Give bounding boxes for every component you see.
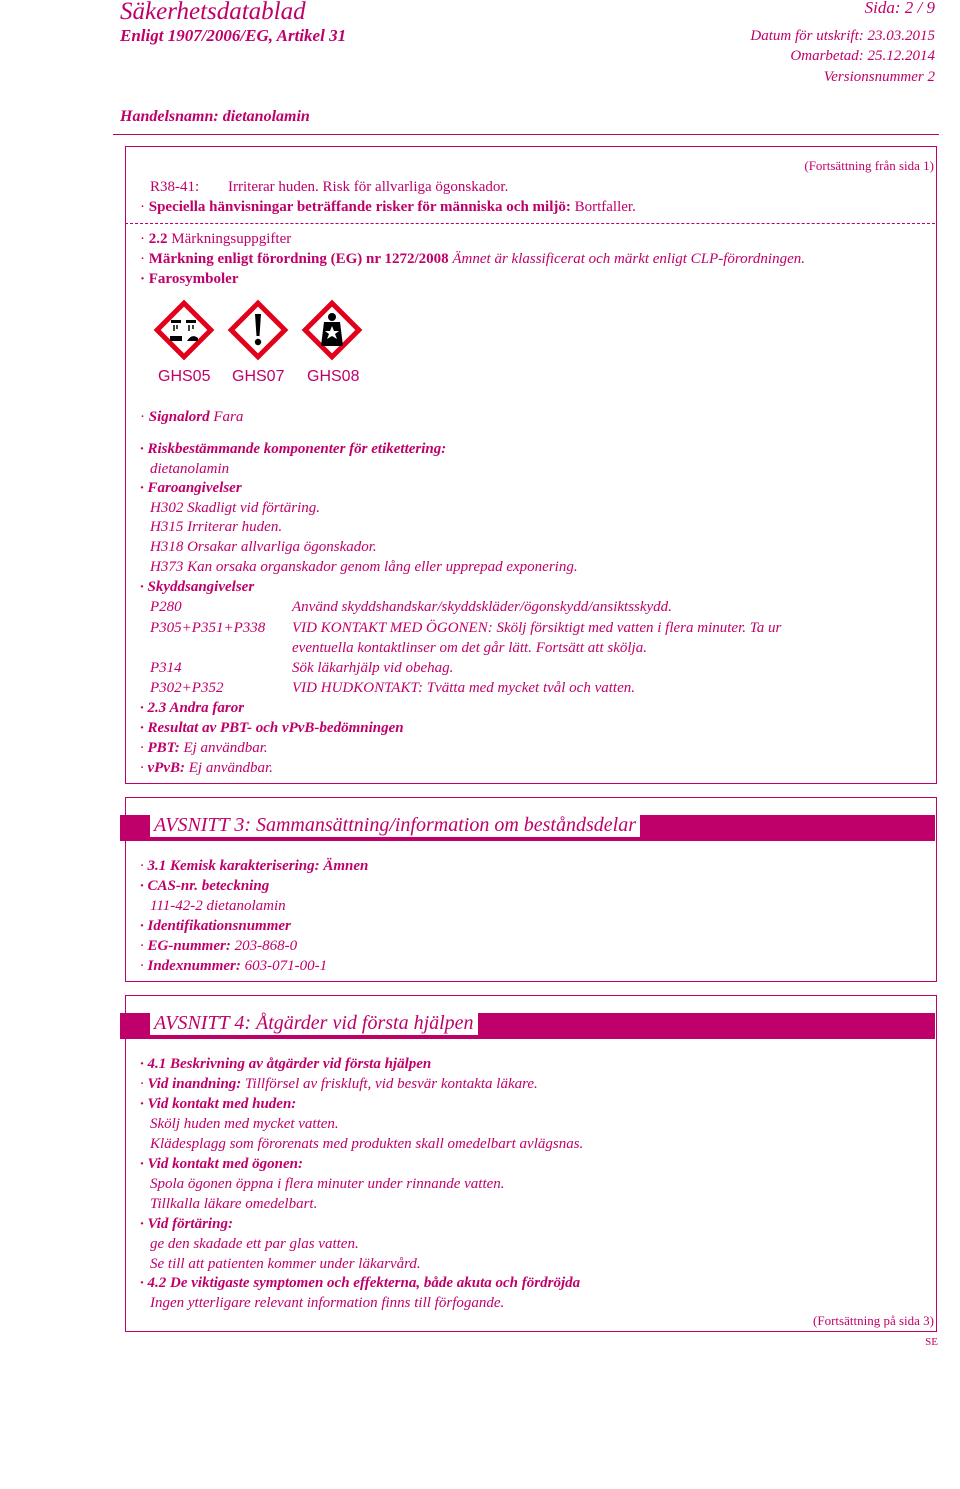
section-4-2-text: Ingen ytterligare relevant information finns till förfogande. [150, 1295, 505, 1311]
precaution-heading: · Skyddsangivelser [140, 579, 255, 595]
print-date: Datum för utskrift: 23.03.2015 [750, 28, 935, 44]
section-4-banner [120, 1013, 935, 1039]
hazard-heading: · Faroangivelser [140, 480, 242, 496]
marking-regulation: · Märkning enligt förordning (EG) nr 1272/2008 Ämnet är klassificerat och märkt enligt CLP-förordningen. [140, 251, 805, 267]
ingestion-text: Se till att patienten kommer under läkarvård. [150, 1256, 421, 1272]
ingestion-heading: · Vid förtäring: [140, 1216, 233, 1232]
hazard-statement: H302 Skadligt vid förtäring. [150, 500, 320, 516]
revised-date: Omarbetad: 25.12.2014 [790, 48, 935, 64]
corrosion-icon [152, 298, 216, 362]
continued-from: (Fortsättning från sida 1) [804, 158, 934, 173]
precaution-code: P314 [150, 660, 182, 676]
vpvb-result: · vPvB: Ej användbar. [140, 760, 273, 776]
section-2-3-heading: · 2.3 Andra faror [140, 700, 245, 716]
section-3-banner [120, 815, 935, 841]
section-4-title: AVSNITT 4: Åtgärder vid första hjälpen [150, 1012, 478, 1035]
inhalation: · Vid inandning: Tillförsel av friskluft, vid besvär kontakta läkare. [140, 1076, 538, 1092]
precaution-code: P305+P351+P338 [150, 620, 266, 636]
divider [125, 223, 935, 224]
hazard-statement: H315 Irriterar huden. [150, 519, 283, 535]
farosymboler-heading: · Farosymboler [140, 271, 239, 287]
ident-heading: · Identifikationsnummer [140, 918, 291, 934]
version-number: Versionsnummer 2 [823, 69, 935, 85]
document-title: Säkerhetsdatablad [120, 0, 306, 25]
eye-text: Spola ögonen öppna i flera minuter under rinnande vatten. [150, 1176, 505, 1192]
hazard-statement: H318 Orsakar allvarliga ögonskador. [150, 539, 377, 555]
continued-to: (Fortsättning på sida 3) [813, 1313, 934, 1328]
cas-heading: · CAS-nr. beteckning [140, 878, 270, 894]
special-hazards: · Speciella hänvisningar beträffande risker för människa och miljö: Bortfaller. [140, 199, 636, 215]
section-2-2-heading: · 2.2 Märkningsuppgifter [140, 231, 292, 247]
eg-number: · EG-nummer: 203-868-0 [140, 938, 298, 954]
pbt-result: · PBT: Ej användbar. [140, 740, 268, 756]
pictogram-label-ghs07: GHS07 [232, 368, 285, 385]
skin-text: Skölj huden med mycket vatten. [150, 1116, 339, 1132]
precaution-text: VID HUDKONTAKT: Tvätta med mycket tvål och vatten. [292, 680, 635, 696]
precaution-code: P302+P352 [150, 680, 224, 696]
component-name: dietanolamin [150, 461, 230, 477]
eye-heading: · Vid kontakt med ögonen: [140, 1156, 303, 1172]
precaution-code: P280 [150, 599, 182, 615]
index-number: · Indexnummer: 603-071-00-1 [140, 958, 328, 974]
precaution-text: Sök läkarhjälp vid obehag. [292, 660, 454, 676]
components-heading: · Riskbestämmande komponenter för etikettering: [140, 441, 447, 457]
cas-value: 111-42-2 dietanolamin [150, 898, 286, 914]
chemical-characterization: · 3.1 Kemisk karakterisering: Ämnen [140, 858, 369, 874]
skin-text: Klädesplagg som förorenats med produkten skall omedelbart avlägsnas. [150, 1136, 584, 1152]
pictogram-label-ghs05: GHS05 [158, 368, 211, 385]
hazard-statement: H373 Kan orsaka organskador genom lång eller upprepad exponering. [150, 559, 578, 575]
section-3-title: AVSNITT 3: Sammansättning/information om beståndsdelar [150, 814, 640, 837]
header-rule [113, 134, 939, 135]
pbt-heading: · Resultat av PBT- och vPvB-bedömningen [140, 720, 404, 736]
ingestion-text: ge den skadade ett par glas vatten. [150, 1236, 359, 1252]
pictogram-label-ghs08: GHS08 [307, 368, 360, 385]
precaution-text: Använd skyddshandskar/skyddskläder/ögonskydd/ansiktsskydd. [292, 599, 672, 615]
section-4-1-heading: · 4.1 Beskrivning av åtgärder vid första hjälpen [140, 1056, 432, 1072]
precaution-text: VID KONTAKT MED ÖGONEN: Skölj försiktigt med vatten i flera minuter. Ta ur [292, 620, 782, 636]
r-code: R38-41: [150, 179, 200, 195]
precaution-text-cont: eventuella kontaktlinser om det går lätt. Fortsätt att skölja. [292, 640, 647, 656]
language-code: SE [925, 1336, 938, 1348]
health-hazard-icon [300, 298, 364, 362]
r-text: Irriterar huden. Risk för allvarliga ögonskador. [228, 179, 509, 195]
eye-text: Tillkalla läkare omedelbart. [150, 1196, 318, 1212]
document-subtitle: Enligt 1907/2006/EG, Artikel 31 [120, 26, 347, 45]
trade-name: Handelsnamn: dietanolamin [120, 108, 310, 125]
page-number: Sida: 2 / 9 [864, 0, 935, 17]
skin-heading: · Vid kontakt med huden: [140, 1096, 297, 1112]
section-4-2-heading: · 4.2 De viktigaste symptomen och effekterna, både akuta och fördröjda [140, 1275, 581, 1291]
exclamation-icon [226, 298, 290, 362]
signal-word: · Signalord Fara [140, 409, 244, 425]
